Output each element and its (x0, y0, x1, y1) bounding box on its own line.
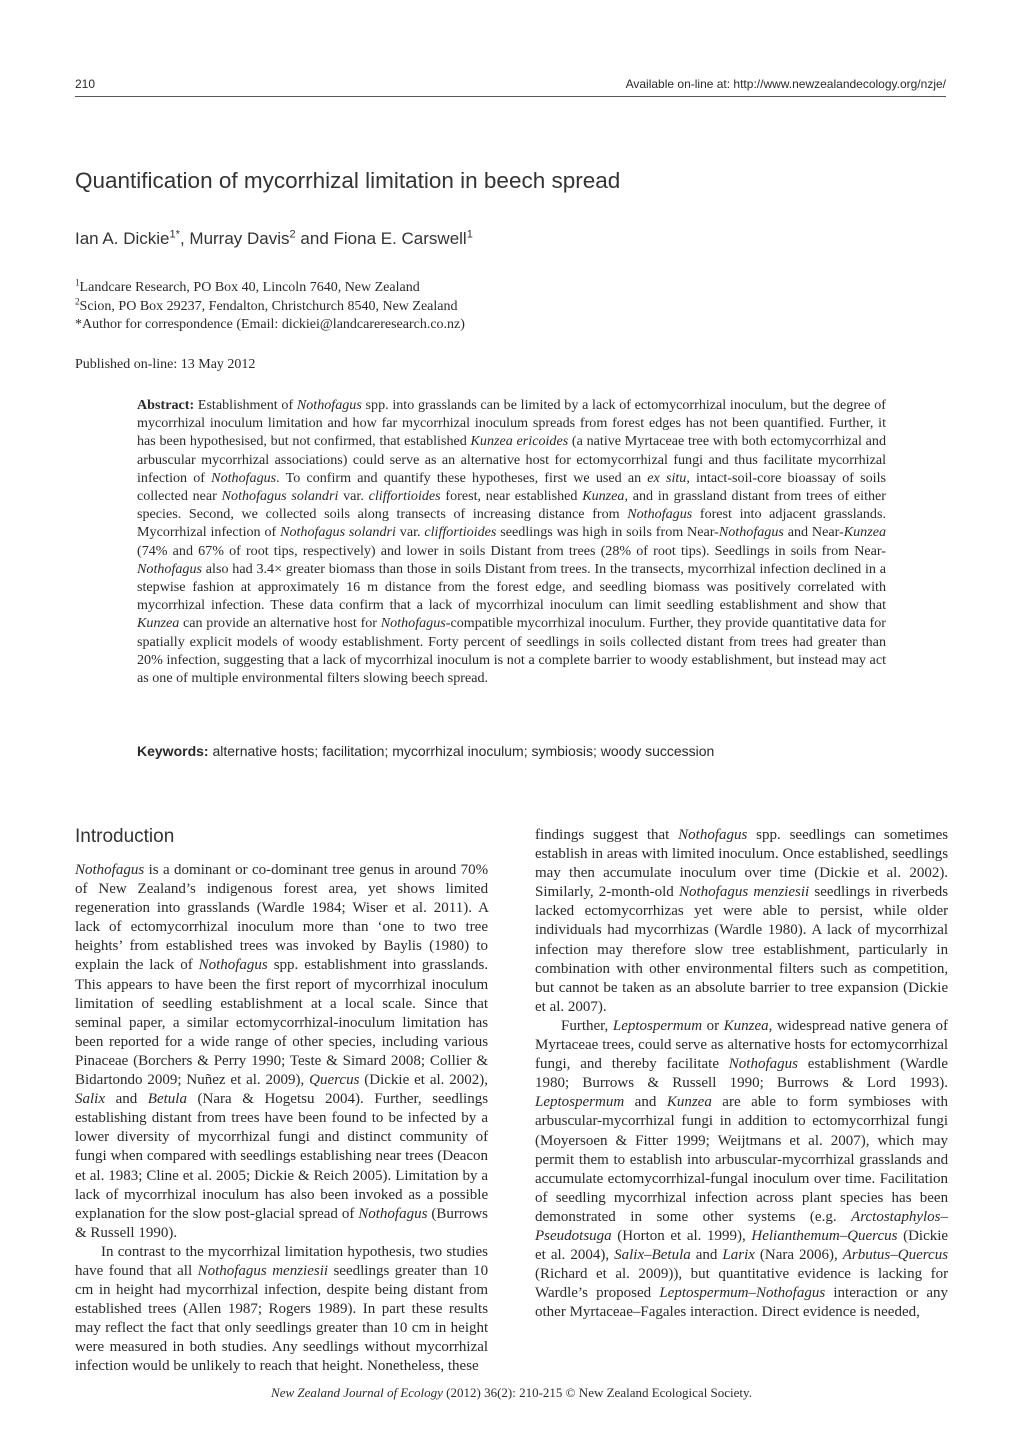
species-name: cliffortioides (368, 488, 441, 505)
abstract-text: spp. into grasslands can be limited by a lack of ectomycorrhizal inoculum, but the degree of mycorrhizal inoculum limitation and how far mycorrhizal inoculum spreads from forest edges has not been quantified. Further, it has been hypothesised, but not confirmed, that established (137, 397, 886, 450)
species-name: Salix–Betula (614, 1247, 691, 1264)
species-name: Nothofagus solandri (221, 488, 339, 505)
abstract-text: var. (395, 524, 425, 541)
species-name: Nothofagus (678, 827, 748, 843)
body-text: (Dickie et al. 2004), (535, 1227, 949, 1264)
species-name: Kunzea (723, 1017, 769, 1034)
abstract-text: can provide an alternative host for (179, 615, 381, 632)
keywords-label: Keywords: (137, 743, 209, 759)
species-name: Leptospermum (612, 1017, 703, 1034)
journal-citation: (2012) 36(2): 210-215 © New Zealand Ecological Society. (442, 1385, 752, 1400)
body-text: establishment (Wardle 1980; Burrows & Russell 1990; Burrows & Lord 1993). (535, 1056, 949, 1092)
affil-sup: 2 (75, 295, 80, 306)
body-text: and (634, 1094, 657, 1111)
species-name: Nothofagus (198, 957, 268, 974)
body-text: (Horton et al. 1999), (617, 1227, 746, 1244)
affiliations (75, 279, 465, 335)
species-name: Arbutus–Quercus (842, 1247, 949, 1264)
body-paragraph (535, 826, 948, 1017)
published-date: Published on-line: 13 May 2012 (75, 357, 256, 372)
species-name: Nothofagus menziesii (678, 884, 810, 901)
species-name: Nothofagus (358, 1205, 428, 1222)
abstract-text: also had 3.4× greater biomass than those in soils Distant from trees. In the transects, mycorrhizal infection declined in a stepwise fashion at approximately 16 m distance from the forest edge, and seedling biomass was positively correlated with mycorrhizal infection. These data confirm that a lack of mycorrhizal inoculum can limit seedling establishment and show that (137, 560, 886, 614)
column-right (535, 826, 948, 1322)
abstract-text: Establishment of (194, 397, 297, 413)
body-text: (Nara 2006), (759, 1247, 838, 1264)
species-name: Kunzea (666, 1094, 712, 1111)
species-name: Salix (75, 1091, 105, 1108)
page-number: 210 (75, 77, 96, 91)
body-text: is a dominant or co-dominant tree genus in around 70% of New Zealand’s indigenous forest area, yet shows limited regeneration into grasslands (Wardle 1984; Wiser et al. 2011). A lack of ectomycorrhizal inoculum more than ‘one to two tree heights’ from established trees was invoked by Baylis (1980) to explain the lack of (75, 862, 489, 974)
body-text: , widespread native genera of Myrtaceae trees, could serve as alternative hosts for ectomycorrhizal fungi, and thereby facilitate (535, 1017, 949, 1073)
correspondence-line: *Author for correspondence (Email: dickiei@landcareresearch.co.nz) (75, 317, 465, 332)
species-name: Nothofagus (627, 506, 693, 523)
body-text: or (706, 1017, 720, 1034)
latin-term: ex situ (647, 469, 687, 486)
body-text: and (695, 1247, 718, 1264)
species-name: Arctostaphylos–Pseudotsuga (535, 1208, 948, 1244)
species-name: Kunzea ericoides (470, 433, 569, 450)
body-text: (Nara & Hogetsu 2004). Further, seedlings establishing distant from trees have been found to be infected by a lower diversity of mycorrhizal fungi and distinct community of fungi when compared with seedlings establishing near trees (Deacon et al. 1983; Cline et al. 2005; Dickie & Reich 2005). Limitation by a lack of mycorrhizal inoculum has also been invoked as a possible explanation for the slow post-glacial spread of (75, 1091, 489, 1222)
species-name: Kunzea, (582, 488, 628, 505)
author-affil-sup: 2 (289, 228, 296, 241)
author-sep: and (295, 229, 334, 248)
affiliation-line (75, 279, 465, 298)
author-name: Fiona E. Carswell (333, 229, 467, 248)
species-name: Quercus (309, 1072, 360, 1089)
species-name: Leptospermum–Nothofagus (659, 1285, 826, 1302)
affil-text: Landcare Research, PO Box 40, Lincoln 7640, New Zealand (79, 280, 420, 295)
section-heading: Introduction (75, 826, 175, 847)
journal-footer (75, 1385, 948, 1401)
affiliation-line (75, 295, 465, 317)
abstract-text: -compatible mycorrhizal inoculum. Further, they provide quantitative data for spatially explicit models of woody establishment. Forty percent of seedlings in soils collected distant from trees had greater than 20% infection, suggesting that a lack of mycorrhizal inoculum is not a complete barrier to woody establishment, but instead may act as one of multiple environmental filters slowing beech spread. (137, 615, 886, 687)
author-affil-sup: 1* (169, 228, 180, 241)
body-text: findings suggest that (535, 827, 670, 843)
body-paragraph (75, 1243, 488, 1377)
abstract-text: var. (338, 488, 369, 505)
species-name: Kunzea (843, 524, 886, 541)
species-name: Nothofagus menziesii (197, 1262, 329, 1279)
body-paragraph (75, 861, 488, 1243)
abstract-text: forest, near established (440, 488, 583, 505)
body-paragraph (535, 1017, 948, 1323)
abstract-text: and in grassland distant from trees of either species. Second, we collected soils along transects of increasing distance from (137, 488, 886, 523)
species-name: Betula (147, 1091, 187, 1108)
affil-sup: 1 (75, 277, 80, 288)
author-name: Murray Davis (189, 229, 290, 248)
abstract-label: Abstract: (137, 397, 195, 413)
body-text: are able to form symbioses with arbuscular-mycorrhizal fungi in addition to ectomycorrhizal fungi (Moyersoen & Fitter 1999; Weijtmans et al. 2007), which may permit them to establish into arbuscular-mycorrhizal grasslands and accumulate ectomycorrhizal-fungal inoculum over time. Facilitation of seedling mycorrhizal infection across plant species has been demonstrated in some other systems (e.g. (535, 1094, 949, 1225)
affil-text: Scion, PO Box 29237, Fendalton, Christchurch 8540, New Zealand (79, 298, 458, 314)
keywords-text: alternative hosts; facilitation; mycorrhizal inoculum; symbiosis; woody succession (208, 743, 715, 759)
abstract-text: forest into adjacent grasslands. Mycorrhizal infection of (137, 506, 886, 541)
species-name: Nothofagus (137, 560, 202, 577)
species-name: Larix (722, 1247, 755, 1264)
keywords (137, 743, 714, 759)
abstract-text: (a native Myrtaceae tree with both ectomycorrhizal and arbuscular mycorrhizal associations) could serve as an alternative host for ectomycorrhizal fungi and thus facilitate mycorrhizal infection of (137, 433, 886, 486)
availability-url[interactable]: Available on-line at: http://www.newzealandecology.org/nzje/ (625, 77, 946, 91)
body-text: interaction or any other Myrtaceae–Fagales interaction. Direct evidence is needed, (535, 1285, 949, 1321)
body-text: spp. seedlings can sometimes establish in areas with limited inoculum. Once established, seedlings may then accumulate inoculum over time (Dickie et al. 2002). Similarly, 2-month-old (535, 827, 949, 901)
species-name: Nothofagus (296, 397, 362, 413)
abstract-text: . To confirm and quantify these hypotheses, first we used an (276, 469, 648, 486)
column-left (75, 826, 488, 1377)
author-name: Ian A. Dickie (75, 229, 170, 248)
species-name: Nothofagus (211, 469, 277, 486)
author-affil-sup: 1 (466, 228, 473, 241)
abstract-text: seedlings was high in soils from Near- (496, 524, 719, 541)
abstract-text: and Near- (783, 524, 844, 541)
species-name: Nothofagus (718, 524, 784, 541)
species-name: Nothofagus (728, 1056, 798, 1073)
abstract-text: (74% and 67% of root tips, respectively) and lower in soils Distant from trees (28% of root tips). Seedlings in soils from Near- (137, 542, 886, 559)
header-rule (75, 96, 946, 97)
species-name: Helianthemum–Quercus (751, 1227, 898, 1244)
species-name: Kunzea (137, 615, 180, 632)
body-text: seedlings greater than 10 cm in height had mycorrhizal infection, despite being distant from established trees (Allen 1987; Rogers 1989). In part these results may reflect the fact that only seedlings greater than 10 cm in height were measured in both studies. Any seedlings without mycorrhizal infection would be unlikely to reach that height. Nonetheless, these (75, 1262, 489, 1375)
abstract (137, 396, 886, 687)
body-text: In contrast to the mycorrhizal limitation hypothesis, two studies have found that all (75, 1243, 489, 1279)
journal-name: New Zealand Journal of Ecology (271, 1385, 443, 1400)
species-name: Leptospermum (535, 1094, 625, 1111)
species-name: Nothofagus (75, 862, 145, 878)
body-text: seedlings in riverbeds lacked ectomycorrhizas yet were able to persist, while older individuals had mycorrhizas (Wardle 1980). A lack of mycorrhizal infection may therefore slow tree establishment, particularly in combination with other environmental filters such as competition, but cannot be taken as an absolute barrier to tree expansion (Dickie et al. 2007). (535, 884, 949, 1015)
abstract-text: , intact-soil-core bioassay of soils collected near (137, 469, 886, 505)
body-text: (Richard et al. 2009)), but quantitative evidence is lacking for Wardle’s proposed (535, 1266, 949, 1302)
species-name: Nothofagus (380, 615, 446, 632)
body-text: spp. establishment into grasslands. This appears to have been the first report of mycorrhizal inoculum limitation of seedling establishment at a local scale. Since that seminal paper, a similar ectomycorrhizal-inoculum limitation has been reported for a wide range of other species, including various Pinaceae (Borchers & Perry 1990; Teste & Simard 2008; Collier & Bidartondo 2009; Nuñez et al. 2009), (75, 957, 489, 1089)
body-text: Further, (561, 1017, 609, 1034)
body-text: (Burrows & Russell 1990). (75, 1205, 489, 1241)
body-text: and (115, 1091, 138, 1108)
author-list (75, 229, 473, 249)
article-title: Quantification of mycorrhizal limitation in beech spread (75, 168, 621, 193)
author-sep: , (179, 229, 190, 248)
species-name: Nothofagus solandri (280, 524, 396, 541)
body-text: (Dickie et al. 2002), (364, 1072, 488, 1089)
species-name: cliffortioides (424, 524, 497, 541)
